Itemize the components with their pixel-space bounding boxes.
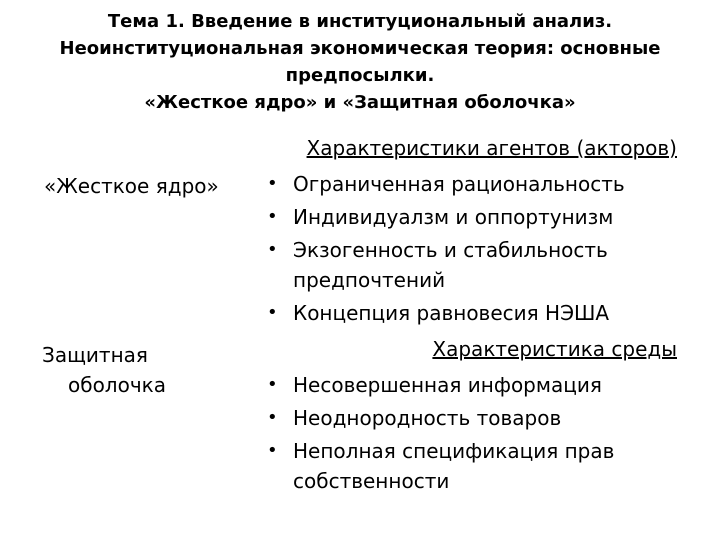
- title-line-3: предпосылки.: [285, 65, 435, 86]
- protective-shell-label: [42, 340, 166, 400]
- list-item: [265, 235, 685, 295]
- agents-heading: Характеристики агентов (акторов): [306, 136, 677, 160]
- list-item-text: Экзогенность и стабильность предпочтений: [293, 238, 608, 292]
- title-line-1: Тема 1. Введение в институциональный анализ.: [107, 11, 613, 32]
- list-item: [265, 403, 685, 433]
- list-item-text: Неоднородность товаров: [293, 406, 562, 430]
- bullet-icon: •: [267, 239, 278, 260]
- list-item-text: Несовершенная информация: [293, 373, 602, 397]
- list-item-text: Неполная спецификация прав собственности: [293, 439, 615, 493]
- hard-core-label: «Жесткое ядро»: [44, 174, 219, 198]
- list-item-text: Концепция равновесия НЭША: [293, 301, 610, 325]
- list-item: [265, 202, 685, 232]
- protective-shell-label-line-2: оболочка: [68, 373, 166, 397]
- bullet-icon: •: [267, 173, 278, 194]
- bullet-icon: •: [267, 407, 278, 428]
- bullet-icon: •: [267, 302, 278, 323]
- slide-title: [20, 8, 700, 116]
- list-item: [265, 436, 685, 496]
- bullet-icon: •: [267, 206, 278, 227]
- list-item: [265, 169, 685, 199]
- characteristics-column: [265, 130, 685, 499]
- title-line-4: «Жесткое ядро» и «Защитная оболочка»: [144, 92, 576, 113]
- list-item: [265, 370, 685, 400]
- protective-shell-label-line-1: Защитная: [42, 343, 148, 367]
- bullet-icon: •: [267, 374, 278, 395]
- list-item: [265, 298, 685, 328]
- list-item-text: Индивидуалзм и оппортунизм: [293, 205, 614, 229]
- title-line-2: Неоинституциональная экономическая теория: основные: [59, 38, 661, 59]
- bullet-icon: •: [267, 440, 278, 461]
- environment-heading: Характеристика среды: [432, 337, 677, 361]
- list-item-text: Ограниченная рациональность: [293, 172, 625, 196]
